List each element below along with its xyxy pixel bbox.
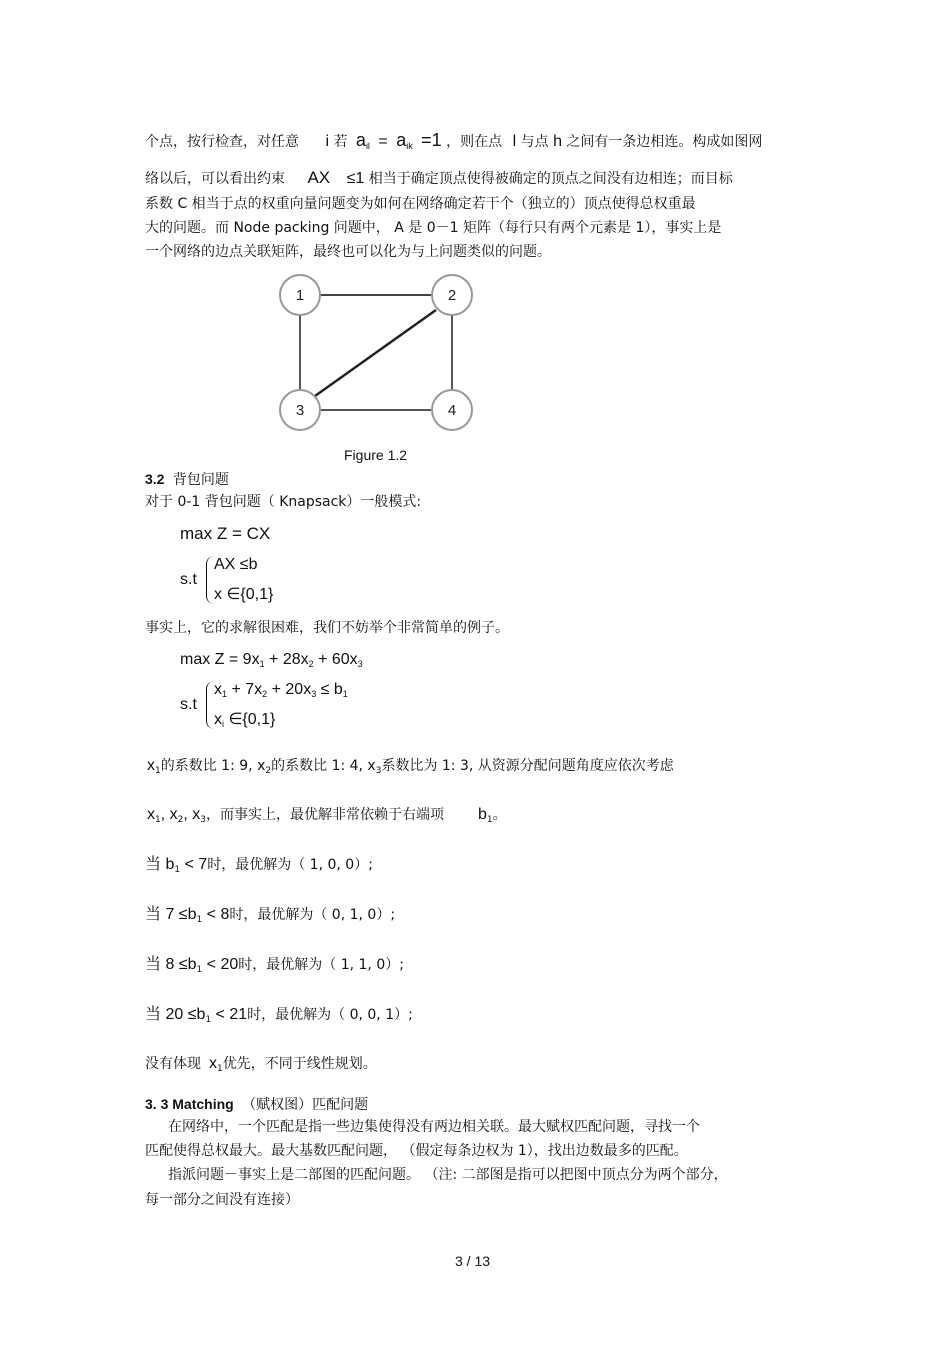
node-1: [280, 275, 320, 315]
case-3: 当 $8 \le b_1 < 20$时，最优解为（ 1, 1, 0）;: [145, 956, 404, 975]
formula-constraint-1: AX ≤b: [214, 556, 258, 573]
case-4: 当 $20 \le b_1 < 21$时，最优解为（ 0, 0, 1）;: [145, 1006, 413, 1025]
case-1: 当 $b_1 < 7$时，最优解为（ 1, 0, 0）;: [145, 856, 373, 875]
example-st: s.t: [180, 696, 197, 713]
example-constraint-1: $x_1 + 7x_2 + 20x_3 \le b_1$: [214, 681, 348, 699]
node-3-label: 3: [295, 402, 305, 419]
section-3-3-line1: 在网络中，一个匹配是指一些边集使得没有两边相关联。最大赋权匹配问题，寻找一个: [168, 1119, 700, 1135]
para1-line2: 络以后，可以看出约束 AX ≤1 相当于确定顶点使得被确定的顶点之间没有边相连；而目标: [145, 168, 733, 187]
page-number: 3 / 13: [455, 1253, 491, 1269]
a-il: $a_{il}$: [355, 130, 370, 151]
node-2-label: 2: [447, 287, 457, 304]
para1-line4: 大的问题。而 Node packing 问题中， A 是 0－1 矩阵（每行只有两个元素是 1），事实上是: [145, 220, 722, 236]
para1-line5: 一个网络的边点关联矩阵，最终也可以化为与上问题类似的问题。: [145, 244, 551, 260]
node-4: [432, 390, 472, 430]
node-4-label: 4: [447, 402, 457, 419]
para1-line3: 系数 C 相当于点的权重向量问题变为如何在网络确定若干个（独立的）顶点使得总权重最: [145, 196, 696, 212]
node-2: [432, 275, 472, 315]
var-i: i: [325, 133, 330, 150]
section-3-2-intro: 对于 0-1 背包问题（ Knapsack）一般模式:: [145, 494, 422, 510]
example-constraint-2: $x_i$ ∈{0,1}: [214, 711, 276, 729]
note-line: 没有体现 $x_1$优先，不同于线性规划。: [145, 1055, 377, 1074]
section-3-3-line3: 指派问题－事实上是二部图的匹配问题。 （注: 二部图是指可以把图中顶点分为两个部分，: [168, 1167, 728, 1183]
graph-figure: [270, 270, 490, 440]
ratio-line: $x_1$的系数比 1: 9, $x_2$的系数比 1: 4, $x_3$系数比为 1: 3, 从资源分配问题角度应依次考虑: [147, 757, 674, 776]
example-objective: $\max Z = 9x_1 + 28x_2 + 60x_3$: [180, 651, 363, 669]
node-1-label: 1: [295, 287, 305, 304]
section-3-3-line2: 匹配使得总权最大。最大基数匹配问题， （假定每条边权为 1），找出边数最多的匹配。: [145, 1143, 688, 1159]
case-2: 当 $7 \le b_1 < 8$时，最优解为（ 0, 1, 0）;: [145, 906, 396, 925]
a-ik: $a_{ik}$: [396, 130, 413, 151]
node-3: [280, 390, 320, 430]
figure-caption: Figure 1.2: [344, 447, 408, 463]
section-3-3-heading: 3. 3 Matching （赋权图）匹配问题: [145, 1096, 369, 1113]
section-3-3-line4: 每一部分之间没有连接）: [145, 1192, 299, 1208]
formula-st: s.t: [180, 571, 197, 588]
section-3-2-heading: 3.2 背包问题: [145, 471, 229, 488]
formula-constraint-2: x ∈{0,1}: [214, 586, 274, 603]
edge-2-3: [315, 310, 436, 396]
order-line: $x_1$, $x_2$, $x_3$，而事实上，最优解非常依赖于右端项 $b_1$。: [147, 806, 507, 825]
section-3-2-para2: 事实上，它的求解很困难，我们不妨举个非常简单的例子。: [145, 620, 509, 636]
formula-objective: max Z = CX: [180, 524, 271, 543]
para1-line1: 个点，按行检查，对任意 i 若 $a_{il} = a_{ik} =1$ ，则在点 l 与点 h 之间有一条边相连。构成如图网: [145, 130, 763, 151]
